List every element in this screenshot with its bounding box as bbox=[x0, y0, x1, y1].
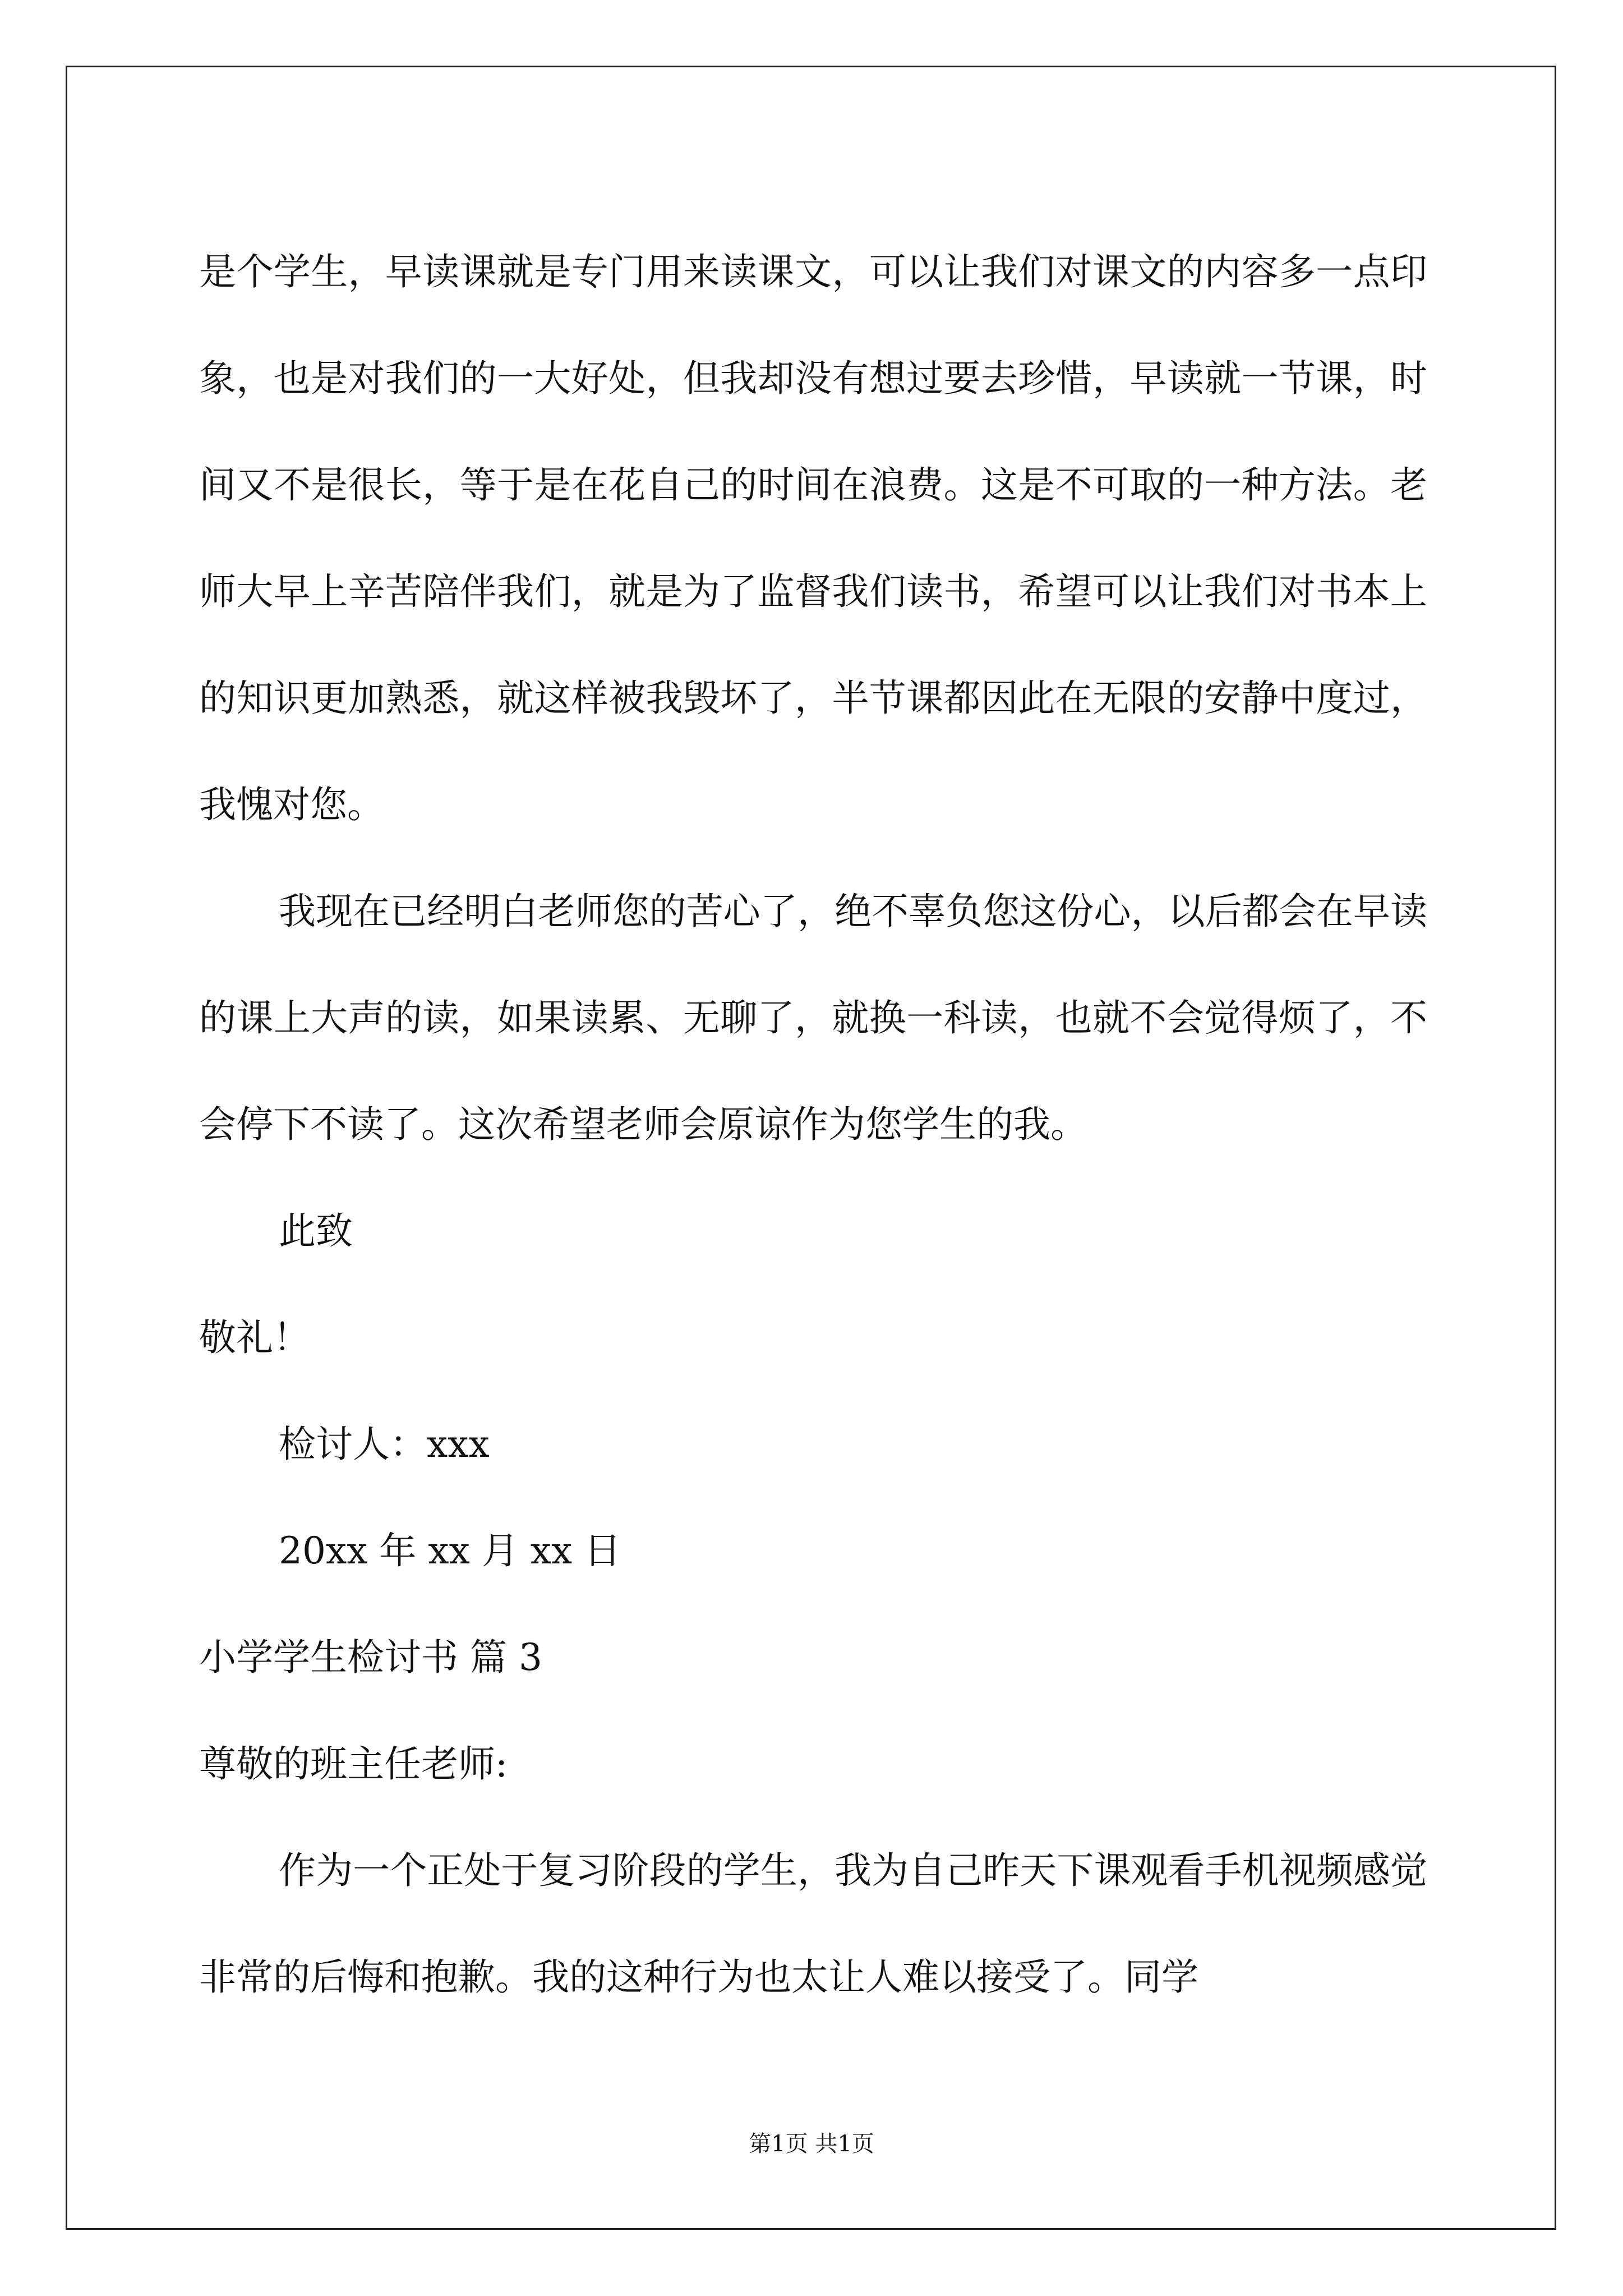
closing-line: 此致 bbox=[279, 1209, 353, 1253]
document-body bbox=[199, 219, 1427, 2031]
section-title: 小学学生检讨书 篇 3 bbox=[199, 1636, 542, 1679]
greeting-line: 尊敬的班主任老师: bbox=[199, 1742, 508, 1786]
signer-line: 检讨人：xxx bbox=[279, 1423, 490, 1466]
salute-line: 敬礼！ bbox=[199, 1316, 310, 1359]
paragraph-2: 我现在已经明白老师您的苦心了，绝不辜负您这份心，以后都会在早读的课上大声的读，如果读累、无聊了，就换一科读，也就不会觉得烦了，不会停下不读了。这次希望老师会原谅作为您学生的我。 bbox=[199, 890, 1427, 1146]
page-footer: 第1页 共1页 bbox=[749, 2131, 874, 2157]
paragraph-1: 是个学生，早读课就是专门用来读课文，可以让我们对课文的内容多一点印象，也是对我们的一大好处，但我却没有想过要去珍惜，早读就一节课，时间又不是很长，等于是在花自己的时间在浪费。这是不可取的一种方法。老师大早上辛苦陪伴我们，就是为了监督我们读书，希望可以让我们对书本上的知识更加熟悉，就这样被我毁坏了，半节课都因此在无限的安静中度过，我愧对您。 bbox=[199, 250, 1427, 826]
paragraph-3: 作为一个正处于复习阶段的学生，我为自己昨天下课观看手机视频感觉非常的后悔和抱歉。我的这种行为也太让人难以接受了。同学 bbox=[199, 1849, 1427, 1999]
date-line: 20xx 年 xx 月 xx 日 bbox=[279, 1529, 621, 1572]
